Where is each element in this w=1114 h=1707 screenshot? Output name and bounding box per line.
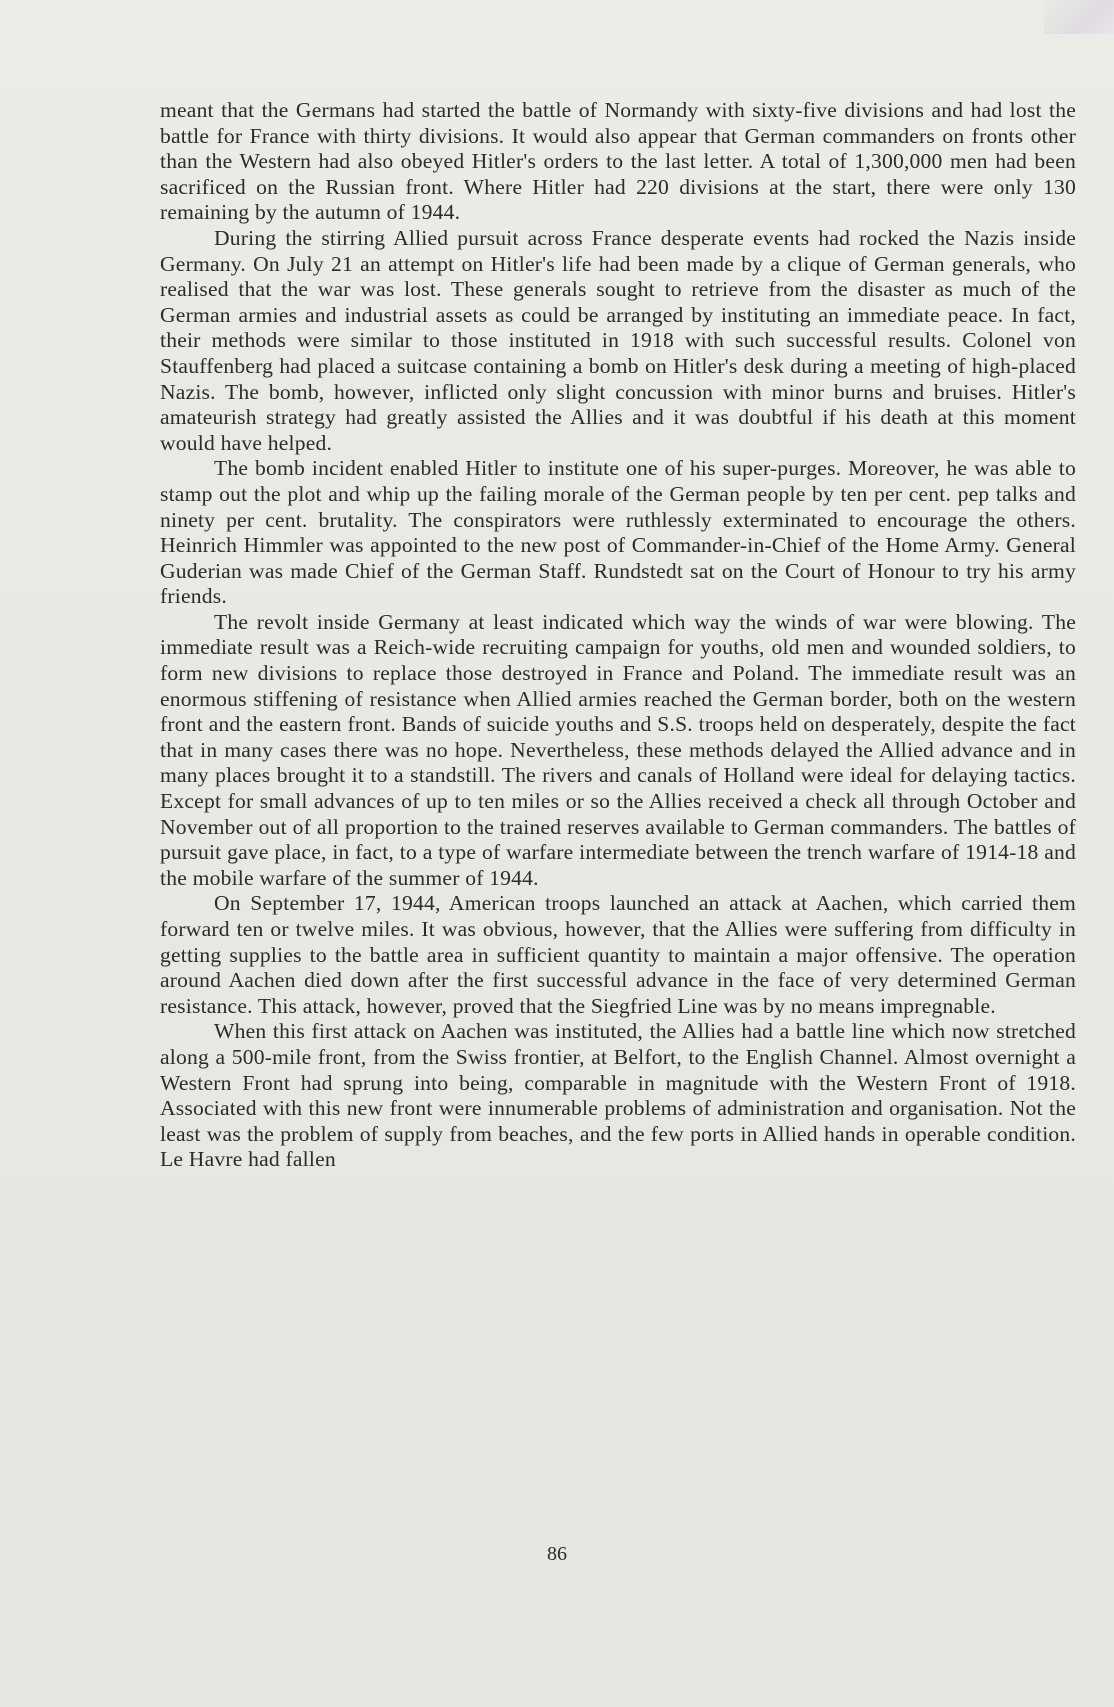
paragraph: During the stirring Allied pursuit across France desperate events had rocked the Nazis inside Germany. On July 21 an attempt on Hitler's life had been made by a clique of German generals, who realised that the war was lost. These generals sought to retrieve from the disaster as much of the German armies and industrial assets as could be arranged by instituting an immediate peace. In fact, their methods were similar to those instituted in 1918 with such successful results. Colonel von Stauffenberg had placed a suitcase containing a bomb on Hitler's desk during a meeting of high-placed Nazis. The bomb, however, inflicted only slight concussion with minor burns and bruises. Hitler's amateurish strategy had greatly assisted the Allies and it was doubtful if his death at this moment would have helped. xyxy=(160,225,1076,455)
page-number: 86 xyxy=(547,1543,567,1565)
paragraph: When this first attack on Aachen was instituted, the Allies had a battle line which now stretched along a 500-mile front, from the Swiss frontier, at Belfort, to the English Channel. Almost overnight a Western Front had sprung into being, comparable in magnitude with the Western Front of 1918. Associated with this new front were innumerable problems of administration and organisation. Not the least was the problem of supply from beaches, and the few ports in Allied hands in operable condition. Le Havre had fallen xyxy=(160,1019,1076,1172)
paragraph: The revolt inside Germany at least indicated which way the winds of war were blowing. The immediate result was a Reich-wide recruiting campaign for youths, old men and wounded soldiers, to form new divisions to replace those destroyed in France and Poland. The immediate result was an enormous stiffening of resistance when Allied armies reached the German border, both on the western front and the eastern front. Bands of suicide youths and S.S. troops held on desperately, despite the fact that in many cases there was no hope. Nevertheless, these methods delayed the Allied advance and in many places brought it to a standstill. The rivers and canals of Holland were ideal for delaying tactics. Except for small advances of up to ten miles or so the Allies received a check all through October and November out of all proportion to the trained reserves available to German commanders. The battles of pursuit gave place, in fact, to a type of warfare intermediate between the trench warfare of 1914-18 and the mobile warfare of the summer of 1944. xyxy=(160,609,1076,890)
paragraph: meant that the Germans had started the battle of Normandy with sixty-five divisions and had lost the battle for France with thirty divisions. It would also appear that German commanders on fronts other than the Western had also obeyed Hitler's orders to the last letter. A total of 1,300,000 men had been sacrificed on the Russian front. Where Hitler had 220 divisions at the start, there were only 130 remaining by the autumn of 1944. xyxy=(160,98,1076,225)
paragraph: On September 17, 1944, American troops launched an attack at Aachen, which carried them forward ten or twelve miles. It was obvious, however, that the Allies were suffering from difficulty in getting supplies to the battle area in sufficient quantity to maintain a major offensive. The operation around Aachen died down after the first successful advance in the face of very determined German resistance. This attack, however, proved that the Siegfried Line was by no means impregnable. xyxy=(160,891,1076,1018)
page-corner-tint xyxy=(1044,0,1114,34)
paragraph: The bomb incident enabled Hitler to institute one of his super-purges. Moreover, he was able to stamp out the plot and whip up the failing morale of the German people by ten per cent. pep talks and ninety per cent. brutality. The conspirators were ruthlessly exterminated to encourage the others. Heinrich Himmler was appointed to the new post of Commander-in-Chief of the Home Army. General Guderian was made Chief of the German Staff. Rundstedt sat on the Court of Honour to try his army friends. xyxy=(160,456,1076,609)
body-text xyxy=(160,98,1076,1173)
